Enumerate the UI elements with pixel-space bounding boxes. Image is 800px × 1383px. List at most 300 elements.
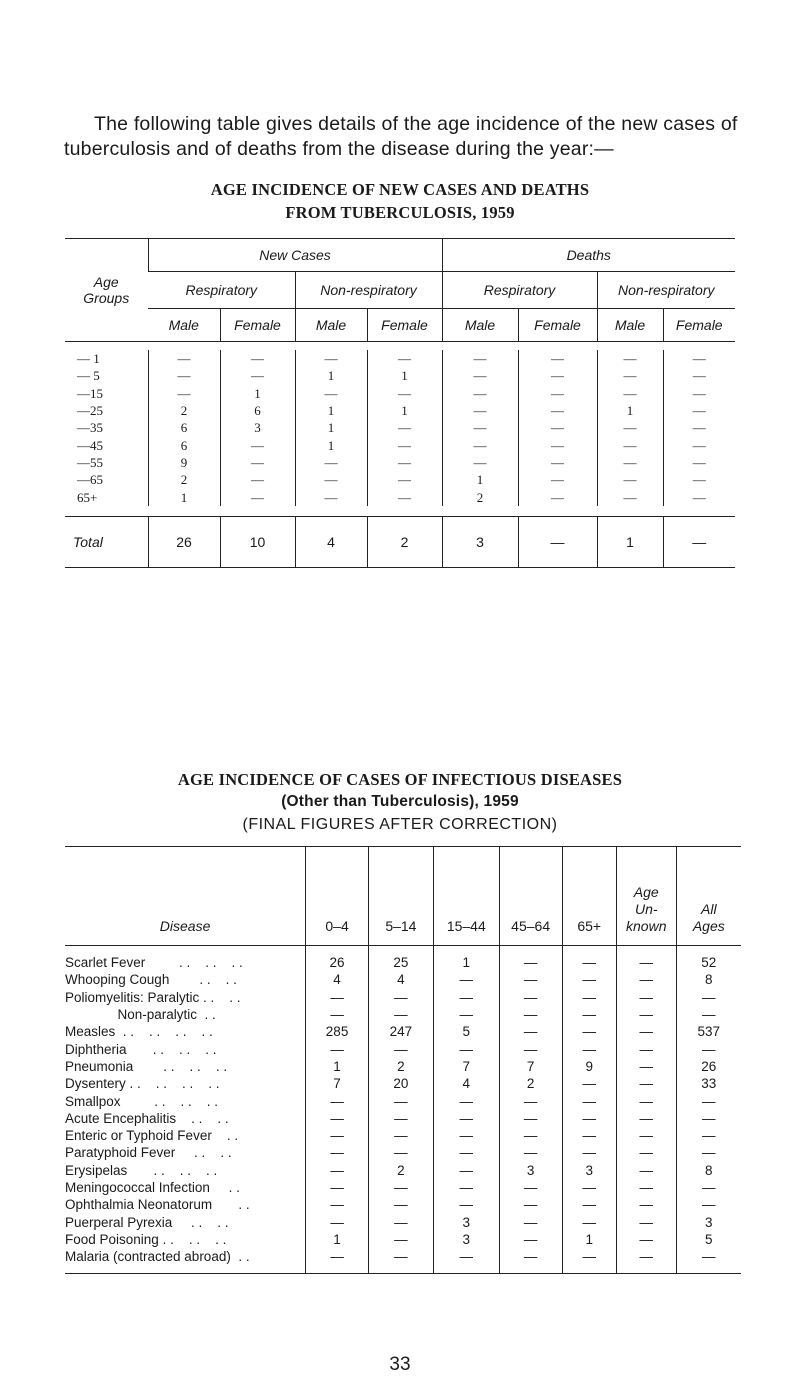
- tb-cell: 2: [148, 402, 220, 419]
- inf-cell: —: [562, 1248, 616, 1265]
- inf-row: [65, 1213, 741, 1230]
- inf-col-age: 15–44: [433, 847, 499, 946]
- tb-age-group: — 5: [77, 368, 100, 384]
- tb-age-group: —45: [77, 437, 103, 453]
- inf-cell: 5: [433, 1023, 499, 1040]
- inf-cell: —: [562, 971, 616, 988]
- inf-cell: 537: [676, 1023, 741, 1040]
- tb-cell: —: [220, 367, 295, 384]
- inf-cell: —: [562, 1023, 616, 1040]
- inf-cell: —: [499, 1127, 562, 1144]
- inf-cell: —: [616, 1231, 676, 1248]
- tb-cell: 1: [220, 385, 295, 402]
- inf-cell: —: [562, 1213, 616, 1230]
- inf-disease-name: Enteric or Typhoid Fever . .: [65, 1128, 239, 1144]
- tb-row: [65, 385, 735, 402]
- tb-cell: —: [367, 488, 442, 505]
- tb-total-cell: 1: [597, 516, 663, 567]
- inf-cell: —: [368, 1006, 433, 1023]
- tb-new-resp-header: Respiratory: [148, 272, 295, 309]
- inf-cell: —: [562, 1110, 616, 1127]
- inf-cell: 2: [499, 1075, 562, 1092]
- tb-cell: 1: [367, 402, 442, 419]
- inf-cell: —: [562, 1092, 616, 1109]
- tb-total-cell: —: [663, 516, 735, 567]
- inf-cell: —: [616, 954, 676, 971]
- inf-cell: —: [616, 1248, 676, 1265]
- tb-cell: —: [597, 385, 663, 402]
- inf-spacer: [65, 946, 741, 955]
- inf-cell: 33: [676, 1075, 741, 1092]
- tb-spacer: [65, 342, 735, 351]
- inf-cell: 9: [562, 1058, 616, 1075]
- tb-age-group: —25: [77, 403, 103, 419]
- inf-cell: —: [368, 1092, 433, 1109]
- tb-cell: —: [518, 454, 597, 471]
- tb-cell: —: [663, 350, 735, 367]
- tb-death-nonresp-header: Non-respiratory: [597, 272, 735, 309]
- tb-row: [65, 419, 735, 436]
- inf-row: [65, 1040, 741, 1057]
- inf-cell: —: [616, 1058, 676, 1075]
- tb-cell: —: [597, 419, 663, 436]
- tb-cell: —: [597, 350, 663, 367]
- tb-col-female: Female: [518, 309, 597, 342]
- inf-row: [65, 1110, 741, 1127]
- inf-row: [65, 989, 741, 1006]
- tb-total-cell: 26: [148, 516, 220, 567]
- inf-disease-name: Whooping Cough . . . .: [65, 972, 237, 988]
- tb-body: [65, 350, 735, 506]
- tb-cell: —: [442, 402, 518, 419]
- tb-row: [65, 350, 735, 367]
- inf-cell: —: [368, 1110, 433, 1127]
- inf-disease-name: Meningococcal Infection . .: [65, 1180, 240, 1195]
- tb-new-nonresp-header: Non-respiratory: [295, 272, 442, 309]
- tb-total-cell: 4: [295, 516, 367, 567]
- tb-col-female: Female: [367, 309, 442, 342]
- inf-cell: —: [306, 1179, 369, 1196]
- tb-cell: —: [663, 436, 735, 453]
- inf-cell: —: [433, 1040, 499, 1057]
- tb-new-cases-header: New Cases: [148, 239, 442, 272]
- tb-total-label: Total: [65, 516, 148, 567]
- tb-cell: —: [597, 367, 663, 384]
- tb-cell: 6: [148, 419, 220, 436]
- tb-cell: —: [442, 436, 518, 453]
- tb-cell: 1: [295, 402, 367, 419]
- inf-cell: 52: [676, 954, 741, 971]
- inf-cell: —: [616, 989, 676, 1006]
- tb-cell: 6: [148, 436, 220, 453]
- inf-body: [65, 954, 741, 1265]
- tb-cell: —: [663, 471, 735, 488]
- tb-row: [65, 454, 735, 471]
- inf-cell: 20: [368, 1075, 433, 1092]
- tb-total-row: [65, 516, 735, 567]
- inf-cell: —: [433, 1127, 499, 1144]
- inf-cell: 4: [368, 971, 433, 988]
- inf-cell: —: [306, 1040, 369, 1057]
- tb-cell: —: [518, 350, 597, 367]
- inf-end-row: [65, 1265, 741, 1274]
- tb-row: [65, 488, 735, 505]
- inf-col-age: 0–4: [306, 847, 369, 946]
- inf-cell: —: [499, 1231, 562, 1248]
- inf-cell: —: [562, 1144, 616, 1161]
- inf-cell: —: [368, 989, 433, 1006]
- tb-cell: —: [295, 488, 367, 505]
- tb-cell: —: [518, 488, 597, 505]
- tb-cell: —: [295, 385, 367, 402]
- inf-cell: —: [306, 1213, 369, 1230]
- inf-cell: —: [676, 1179, 741, 1196]
- inf-cell: —: [306, 1092, 369, 1109]
- inf-all-word: All: [701, 901, 717, 917]
- inf-row: [65, 1127, 741, 1144]
- inf-cell: —: [562, 1006, 616, 1023]
- tb-cell: —: [442, 385, 518, 402]
- tb-cell: —: [442, 367, 518, 384]
- tb-cell: —: [518, 402, 597, 419]
- inf-disease-name: Erysipelas . . . . . .: [65, 1162, 218, 1178]
- inf-cell: —: [433, 989, 499, 1006]
- inf-row: [65, 1144, 741, 1161]
- tb-cell: —: [367, 419, 442, 436]
- tb-total-cell: 3: [442, 516, 518, 567]
- inf-cell: 7: [433, 1058, 499, 1075]
- inf-cell: —: [616, 1196, 676, 1213]
- tb-total-cell: 10: [220, 516, 295, 567]
- inf-cell: —: [433, 1110, 499, 1127]
- inf-cell: —: [306, 1248, 369, 1265]
- inf-cell: —: [499, 1213, 562, 1230]
- tb-cell: —: [295, 350, 367, 367]
- inf-cell: 2: [368, 1162, 433, 1179]
- inf-cell: —: [562, 1196, 616, 1213]
- inf-row: [65, 954, 741, 971]
- inf-cell: 8: [676, 971, 741, 988]
- inf-cell: —: [676, 989, 741, 1006]
- tb-cell: 9: [148, 454, 220, 471]
- inf-cell: —: [433, 1144, 499, 1161]
- tb-cell: —: [367, 350, 442, 367]
- tb-cell: 1: [597, 402, 663, 419]
- tb-cell: —: [597, 471, 663, 488]
- inf-col-age: 5–14: [368, 847, 433, 946]
- tb-cell: —: [442, 350, 518, 367]
- inf-cell: —: [499, 1110, 562, 1127]
- inf-col-age: 65+: [562, 847, 616, 946]
- tb-row: [65, 402, 735, 419]
- inf-disease-name: Non-paralytic . .: [65, 1007, 216, 1023]
- inf-row: [65, 1092, 741, 1109]
- inf-disease-name: Diphtheria . . . . . .: [65, 1041, 217, 1057]
- tb-cell: —: [518, 385, 597, 402]
- tb-cell: —: [663, 385, 735, 402]
- inf-cell: —: [499, 1179, 562, 1196]
- tb-cell: —: [518, 419, 597, 436]
- tb-cell: —: [220, 471, 295, 488]
- inf-cell: —: [499, 1092, 562, 1109]
- inf-cell: —: [368, 1231, 433, 1248]
- inf-header-row: [65, 847, 741, 946]
- inf-cell: —: [676, 1092, 741, 1109]
- inf-cell: —: [616, 1162, 676, 1179]
- inf-cell: —: [499, 1196, 562, 1213]
- inf-cell: —: [616, 1110, 676, 1127]
- inf-cell: 247: [368, 1023, 433, 1040]
- tb-age-group: —55: [77, 454, 103, 470]
- inf-cell: —: [676, 1196, 741, 1213]
- tb-cell: —: [597, 454, 663, 471]
- inf-disease-name: Poliomyelitis: Paralytic . . . .: [65, 989, 241, 1005]
- tb-col-male: Male: [442, 309, 518, 342]
- inf-cell: —: [616, 971, 676, 988]
- inf-cell: —: [616, 1092, 676, 1109]
- tb-total-cell: 2: [367, 516, 442, 567]
- inf-row: [65, 1231, 741, 1248]
- inf-cell: 1: [306, 1231, 369, 1248]
- inf-cell: 285: [306, 1023, 369, 1040]
- tb-cell: 1: [295, 436, 367, 453]
- inf-cell: —: [676, 1127, 741, 1144]
- tb-cell: —: [220, 350, 295, 367]
- tb-cell: —: [367, 385, 442, 402]
- inf-cell: 1: [433, 954, 499, 971]
- inf-disease-name: Pneumonia . . . . . .: [65, 1058, 228, 1074]
- inf-row: [65, 1196, 741, 1213]
- inf-cell: —: [368, 1248, 433, 1265]
- inf-table: [65, 846, 741, 1274]
- tb-title-line-2: FROM TUBERCULOSIS, 1959: [285, 203, 515, 222]
- inf-cell: —: [368, 1196, 433, 1213]
- inf-cell: —: [368, 1127, 433, 1144]
- inf-cell: —: [433, 1248, 499, 1265]
- inf-cell: 4: [433, 1075, 499, 1092]
- tb-death-resp-header: Respiratory: [442, 272, 597, 309]
- inf-title-line-2: (Other than Tuberculosis), 1959: [281, 793, 519, 810]
- inf-disease-name: Puerperal Pyrexia . . . .: [65, 1214, 229, 1230]
- inf-row: [65, 1075, 741, 1092]
- tb-age-group: — 1: [77, 351, 100, 367]
- tb-col-female: Female: [663, 309, 735, 342]
- inf-cell: —: [306, 989, 369, 1006]
- inf-cell: —: [676, 1110, 741, 1127]
- inf-cell: —: [616, 1127, 676, 1144]
- tb-cell: —: [295, 471, 367, 488]
- inf-cell: —: [368, 1213, 433, 1230]
- inf-cell: —: [368, 1179, 433, 1196]
- tb-cell: 6: [220, 402, 295, 419]
- inf-row: [65, 1058, 741, 1075]
- intro-paragraph: [64, 112, 754, 162]
- tb-cell: —: [663, 454, 735, 471]
- tb-age-groups-header: [65, 239, 148, 342]
- inf-row: [65, 1162, 741, 1179]
- inf-row: [65, 1179, 741, 1196]
- inf-cell: —: [562, 1040, 616, 1057]
- inf-cell: 8: [676, 1162, 741, 1179]
- tb-cell: —: [148, 367, 220, 384]
- tb-row: [65, 367, 735, 384]
- tb-cell: —: [220, 454, 295, 471]
- tb-cell: 1: [367, 367, 442, 384]
- tb-title-line-1: AGE INCIDENCE OF NEW CASES AND DEATHS: [210, 180, 590, 199]
- inf-cell: —: [616, 1075, 676, 1092]
- tb-groups-label: Groups: [83, 290, 130, 306]
- tb-row: [65, 436, 735, 453]
- inf-cell: 1: [562, 1231, 616, 1248]
- inf-cell: —: [306, 1144, 369, 1161]
- tb-cell: —: [518, 471, 597, 488]
- tb-cell: —: [367, 471, 442, 488]
- inf-un-word: Un-: [634, 901, 658, 917]
- tb-cell: —: [442, 454, 518, 471]
- inf-cell: —: [499, 971, 562, 988]
- inf-cell: —: [499, 1023, 562, 1040]
- inf-cell: —: [562, 1179, 616, 1196]
- inf-cell: 4: [306, 971, 369, 988]
- inf-cell: —: [616, 1179, 676, 1196]
- inf-cell: 3: [562, 1162, 616, 1179]
- tb-deaths-header: Deaths: [442, 239, 735, 272]
- tb-cell: —: [367, 454, 442, 471]
- tb-cell: —: [220, 436, 295, 453]
- tb-cell: 1: [148, 488, 220, 505]
- inf-cell: —: [616, 1144, 676, 1161]
- inf-cell: —: [433, 1196, 499, 1213]
- inf-cell: —: [368, 1040, 433, 1057]
- inf-cell: —: [499, 1144, 562, 1161]
- tb-cell: 1: [442, 471, 518, 488]
- inf-cell: 5: [676, 1231, 741, 1248]
- page-number: 33: [389, 1354, 411, 1375]
- inf-disease-name: Paratyphoid Fever . . . .: [65, 1145, 232, 1161]
- inf-disease-name: Ophthalmia Neonatorum . .: [65, 1197, 250, 1213]
- inf-cell: 3: [433, 1231, 499, 1248]
- inf-row: [65, 971, 741, 988]
- tb-age-group: —35: [77, 420, 103, 436]
- intro-text: The following table gives details of the age incidence of the new cases of tuberculosis and of deaths from the disease during the year:—: [64, 113, 738, 160]
- tb-table: [65, 238, 735, 568]
- inf-cell: —: [676, 1248, 741, 1265]
- tb-cell: —: [148, 385, 220, 402]
- inf-cell: —: [616, 1213, 676, 1230]
- tb-total-cell: —: [518, 516, 597, 567]
- inf-cell: —: [562, 1075, 616, 1092]
- tb-cell: 2: [148, 471, 220, 488]
- inf-cell: —: [306, 1006, 369, 1023]
- inf-disease-name: Malaria (contracted abroad) . .: [65, 1249, 250, 1265]
- inf-cell: —: [616, 1040, 676, 1057]
- inf-cell: —: [616, 1023, 676, 1040]
- inf-col-age: 45–64: [499, 847, 562, 946]
- inf-disease-name: Measles . . . . . . . .: [65, 1024, 213, 1040]
- inf-row: [65, 1248, 741, 1265]
- inf-cell: —: [433, 971, 499, 988]
- tb-cell: —: [663, 367, 735, 384]
- inf-cell: —: [306, 1162, 369, 1179]
- inf-row: [65, 1023, 741, 1040]
- inf-age-word: Age: [633, 884, 659, 900]
- inf-cell: 25: [368, 954, 433, 971]
- inf-cell: 1: [306, 1058, 369, 1075]
- tb-row: [65, 471, 735, 488]
- tb-cell: —: [518, 436, 597, 453]
- inf-disease-name: Food Poisoning . . . . . .: [65, 1231, 227, 1247]
- tb-cell: 2: [442, 488, 518, 505]
- inf-disease-name: Dysentery . . . . . . . .: [65, 1076, 220, 1092]
- tb-header-row-2: [65, 272, 735, 309]
- inf-row: [65, 1006, 741, 1023]
- inf-cell: —: [616, 1006, 676, 1023]
- tb-age-group: —65: [77, 472, 103, 488]
- tb-col-male: Male: [597, 309, 663, 342]
- inf-cell: —: [499, 954, 562, 971]
- inf-cell: —: [499, 1040, 562, 1057]
- inf-cell: —: [306, 1196, 369, 1213]
- tb-header-row-3: [65, 309, 735, 342]
- inf-cell: 7: [306, 1075, 369, 1092]
- tb-cell: —: [663, 402, 735, 419]
- tb-spacer: [65, 506, 735, 517]
- inf-cell: 7: [499, 1058, 562, 1075]
- inf-title-line-3: (FINAL FIGURES AFTER CORRECTION): [242, 816, 558, 833]
- inf-cell: —: [306, 1110, 369, 1127]
- inf-cell: 3: [499, 1162, 562, 1179]
- tb-col-male: Male: [295, 309, 367, 342]
- inf-cell: 3: [433, 1213, 499, 1230]
- inf-cell: —: [676, 1144, 741, 1161]
- tb-header-row-1: [65, 239, 735, 272]
- inf-cell: —: [368, 1144, 433, 1161]
- inf-col-all-ages: [676, 847, 741, 946]
- inf-cell: —: [499, 989, 562, 1006]
- inf-cell: —: [499, 1248, 562, 1265]
- tb-cell: —: [518, 367, 597, 384]
- inf-cell: —: [676, 1040, 741, 1057]
- tb-cell: —: [597, 488, 663, 505]
- tb-col-male: Male: [148, 309, 220, 342]
- tb-cell: —: [148, 350, 220, 367]
- inf-disease-name: Smallpox . . . . . .: [65, 1093, 219, 1109]
- inf-disease-name: Scarlet Fever . . . . . .: [65, 955, 243, 971]
- tb-cell: 1: [295, 367, 367, 384]
- inf-disease-name: Acute Encephalitis . . . .: [65, 1110, 229, 1126]
- tb-cell: —: [597, 436, 663, 453]
- tb-cell: —: [663, 419, 735, 436]
- inf-ages-word: Ages: [692, 918, 725, 934]
- tb-cell: —: [367, 436, 442, 453]
- inf-cell: —: [562, 954, 616, 971]
- tb-age-label: Age: [93, 274, 119, 290]
- inf-cell: —: [433, 1006, 499, 1023]
- tb-cell: —: [442, 419, 518, 436]
- tb-cell: —: [220, 488, 295, 505]
- tb-cell: 1: [295, 419, 367, 436]
- tb-cell: —: [663, 488, 735, 505]
- inf-cell: 3: [676, 1213, 741, 1230]
- tb-age-group: 65+: [77, 489, 98, 505]
- inf-cell: —: [562, 989, 616, 1006]
- tb-age-group: —15: [77, 385, 103, 401]
- inf-cell: 26: [676, 1058, 741, 1075]
- inf-cell: —: [433, 1092, 499, 1109]
- inf-cell: —: [676, 1006, 741, 1023]
- inf-col-age-unknown: [616, 847, 676, 946]
- inf-known-word: known: [626, 918, 667, 934]
